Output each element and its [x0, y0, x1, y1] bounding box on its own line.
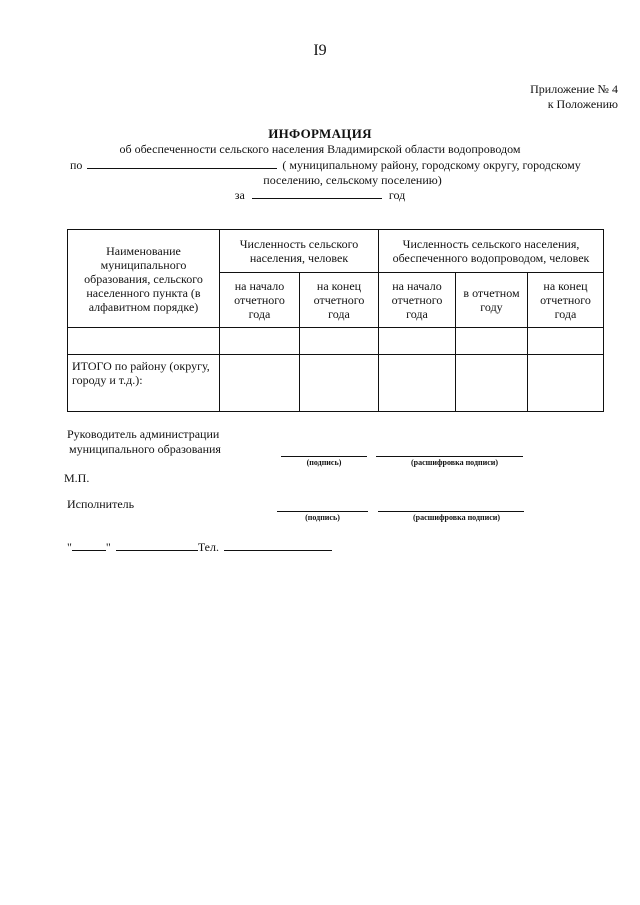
head-label-line2: муниципального образования [69, 442, 221, 456]
subheader-population-start: на начало отчетного года [220, 273, 300, 328]
table-cell[interactable] [379, 328, 456, 355]
stamp-place-label: М.П. [64, 471, 90, 485]
appendix-reference: к Положению [547, 97, 618, 111]
table-total-row [68, 355, 604, 412]
head-decoding-caption: (расшифровка подписи) [410, 458, 499, 467]
executor-decoding-caption: (расшифровка подписи) [412, 513, 501, 522]
table-cell[interactable] [300, 355, 379, 412]
table-cell[interactable] [528, 355, 604, 412]
subheader-water-end: на конец отчетного года [528, 273, 604, 328]
table-cell[interactable] [456, 328, 528, 355]
page-number: I9 [313, 42, 327, 59]
population-water-table [67, 229, 604, 412]
document-title: ИНФОРМАЦИЯ [268, 126, 372, 141]
table-cell[interactable] [220, 355, 300, 412]
appendix-header [530, 82, 618, 112]
document-subtitle: об обеспеченности сельского населения Владимирской области водопроводом [119, 142, 521, 156]
subheader-water-start: на начало отчетного года [379, 273, 456, 328]
subheader-water-during: в отчетном году [456, 273, 528, 328]
date-quote-close: " [105, 540, 111, 554]
territory-line [70, 157, 615, 188]
table-cell[interactable] [528, 328, 604, 355]
table-header-row [68, 230, 604, 273]
year-line [0, 187, 640, 203]
date-phone-line [67, 539, 332, 555]
year-blank[interactable] [252, 187, 382, 199]
territory-hint-continuation: поселению, сельскому поселению) [263, 173, 442, 187]
territory-hint: ( муниципальному району, городскому округу, городскому [282, 158, 581, 172]
group-water-supplied-header: Численность сельского населения, обеспеченного водопроводом, человек [379, 230, 604, 273]
table-row [68, 328, 604, 355]
territory-prefix: по [70, 158, 83, 172]
head-signature-label [67, 427, 221, 457]
executor-signature-line[interactable] [277, 510, 368, 512]
head-signature-caption: (подпись) [306, 458, 342, 467]
executor-label: Исполнитель [67, 497, 135, 511]
year-prefix: за [234, 188, 245, 202]
date-quote-open: " [67, 540, 72, 554]
executor-signature-caption: (подпись) [305, 513, 340, 522]
head-label-line1: Руководитель администрации [67, 427, 220, 441]
year-suffix: год [388, 188, 406, 202]
table-cell[interactable] [220, 328, 300, 355]
territory-blank[interactable] [87, 157, 277, 169]
executor-decoding-line[interactable] [378, 510, 524, 512]
table-cell[interactable] [68, 328, 220, 355]
total-row-label: ИТОГО по району (округу, городу и т.д.): [68, 355, 220, 412]
subheader-population-end: на конец отчетного года [300, 273, 379, 328]
group-population-header: Численность сельского населения, человек [220, 230, 379, 273]
col-municipality-header: Наименование муниципального образования, сельского населенного пункта (в алфавитном порядке) [68, 230, 220, 328]
table-cell[interactable] [456, 355, 528, 412]
phone-blank[interactable] [224, 539, 332, 551]
appendix-number: Приложение № 4 [530, 82, 618, 96]
date-month-blank[interactable] [116, 539, 198, 551]
head-decoding-line[interactable] [376, 455, 523, 457]
table-cell[interactable] [300, 328, 379, 355]
date-day-blank[interactable] [72, 539, 106, 551]
table-cell[interactable] [379, 355, 456, 412]
phone-label: Тел. [197, 540, 219, 554]
head-signature-line[interactable] [281, 455, 367, 457]
